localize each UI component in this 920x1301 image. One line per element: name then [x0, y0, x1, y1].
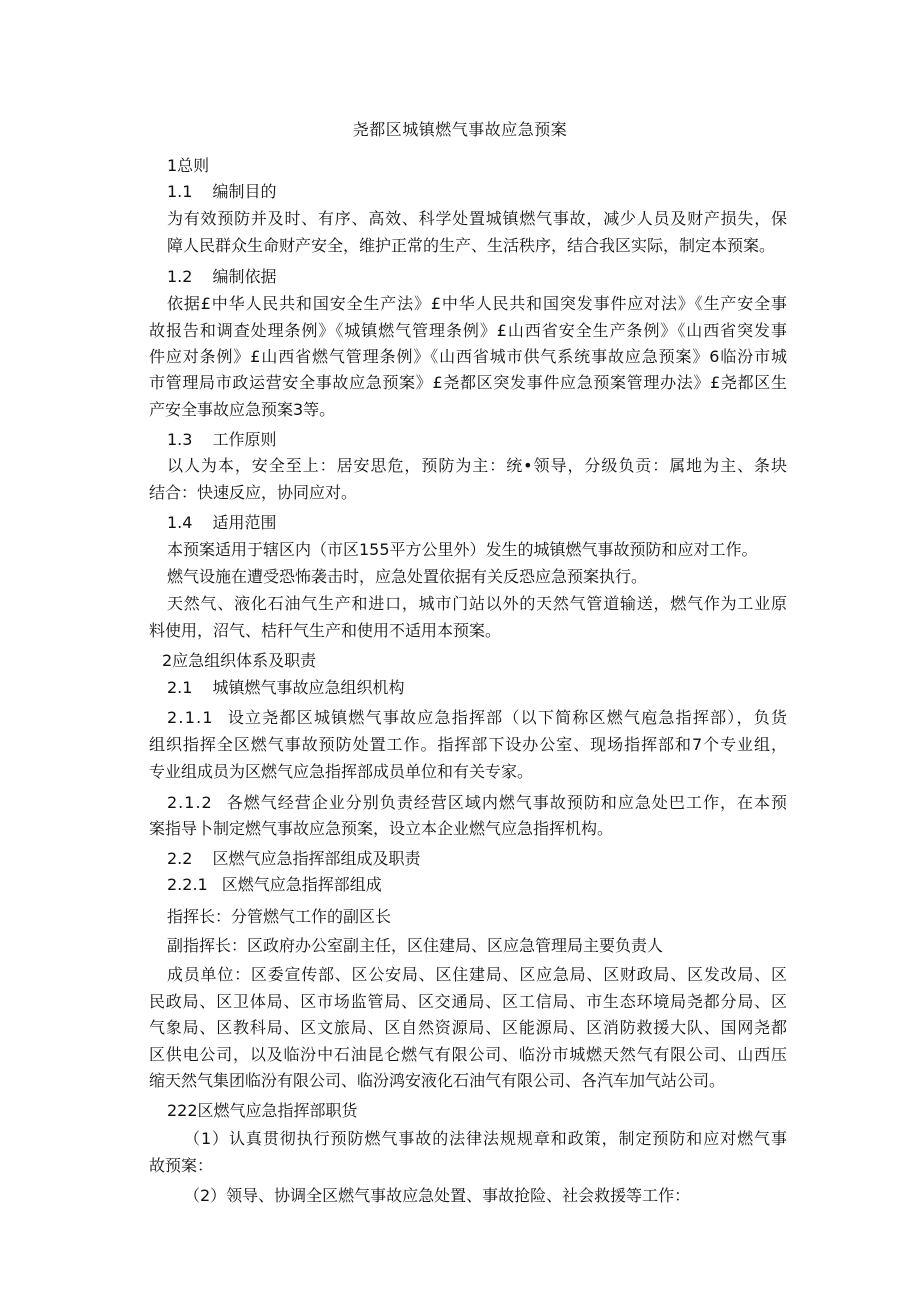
section-heading: 工作原则: [212, 430, 277, 449]
text-line: [162, 648, 316, 674]
paragraph-text: 结合：快速反应，协同应对。: [149, 483, 358, 502]
text-line: [149, 370, 788, 396]
paragraph-text: 专业组成员为区燃气应急指挥部成员单位和有关专家。: [149, 762, 534, 781]
text-line: [167, 675, 404, 701]
text-line: [149, 1042, 788, 1068]
text-line: [167, 179, 276, 205]
text-line: [167, 453, 788, 479]
section-heading: 编制目的: [212, 182, 277, 201]
text-line: [149, 1068, 725, 1094]
paragraph-text: 成员单位：区委宣传部、区公安局、区住建局、区应急局、区财政局、区发改局、区: [167, 965, 788, 984]
paragraph-text: 依据£中华人民共和国安全生产法》£中华人民共和国突发事件应对法》《生产安全事: [167, 294, 788, 313]
section-number: 2.1: [167, 678, 193, 697]
paragraph-text: （1）认真贯彻执行预防燃气事故的法律法规规章和政策，制定预防和应对燃气事: [184, 1129, 788, 1148]
text-line: [167, 872, 382, 898]
paragraph-text: 副指挥长：区政府办公室副主任，区住建局、区应急管理局主要负责人: [167, 936, 664, 955]
section-number: 2.2: [167, 849, 193, 868]
paragraph-text: 222区燃气应急指挥部职货: [167, 1101, 358, 1120]
text-line: [167, 427, 276, 453]
text-line: [167, 264, 276, 290]
text-line: [184, 1183, 690, 1209]
text-line: [167, 846, 420, 872]
text-line: [167, 591, 788, 617]
paragraph-text: 组织指挥全区燃气事故预防处置工作。指挥部下设办公室、现场指挥部和7个专业组，: [149, 735, 788, 754]
text-line: [149, 759, 533, 785]
text-line: [167, 291, 788, 317]
text-line: [167, 537, 758, 563]
text-line: [167, 564, 647, 590]
paragraph-text: 案指导卜制定燃气事故应急预案，设立本企业燃气应急指挥机构。: [149, 819, 614, 838]
paragraph-text: 市管理局市政运营安全事故应急预案》£尧都区突发事件应急预案管理办法》£尧都区生: [149, 373, 788, 392]
section-number: 1.4: [167, 513, 193, 532]
paragraph-text: 区供电公司，以及临汾中石油昆仑燃气有限公司、临汾市城燃天然气有限公司、山西压: [149, 1045, 788, 1064]
paragraph-text: 气象局、区教科局、区文旅局、区自然资源局、区能源局、区消防救援大队、国网尧都: [149, 1018, 788, 1037]
paragraph-text: 天然气、液化石油气生产和进口，城市门站以外的天然气管道输送，燃气作为工业原: [167, 594, 788, 613]
paragraph-text: 本预案适用于辖区内（市区155平方公里外）发生的城镇燃气事故预防和应对工作。: [167, 540, 758, 559]
text-line: [167, 790, 788, 816]
text-line: [149, 397, 335, 423]
section-heading: 适用范围: [212, 513, 277, 532]
section-heading: 各燃气经营企业分别负责经营区域内燃气事故预防和应急处巴工作，在本预: [226, 793, 788, 812]
text-line: [167, 1098, 358, 1124]
section-number: 2.1.2: [167, 793, 213, 812]
section-number: 1.3: [167, 430, 193, 449]
paragraph-text: 2应急组织体系及职责: [162, 651, 317, 670]
paragraph-text: 故报告和调查处理条例》《城镇燃气管理条例》£山西省安全生产条例》《山西省突发事: [149, 321, 788, 340]
paragraph-text: 以人为本，安全至上：居安思危，预防为主：统•领导，分级负贡：属地为主、条块: [167, 456, 788, 475]
text-line: [149, 816, 613, 842]
paragraph-text: 为有效预防并及时、有序、高效、科学处置城镇燃气事故，减少人员及财产损失，保: [167, 209, 788, 228]
paragraph-text: 件应对条例》£山西省燃气管理条例》《山西省城市供气系统事故应急预案》6临汾市城: [149, 347, 788, 366]
text-line: [167, 962, 788, 988]
paragraph-text: 料使用，沼气、桔秆气生产和使用不适用本预案。: [149, 621, 502, 640]
text-line: [149, 732, 788, 758]
text-line: [149, 989, 788, 1015]
paragraph-text: （2）领导、协调全区燃气事故应急处置、事故抢险、社会救援等工作：: [184, 1186, 691, 1205]
text-line: [184, 1126, 788, 1152]
text-line: [167, 510, 276, 536]
paragraph-text: 燃气设施在遭受恐怖袭击时，应急处置依据有关反恐应急预案执行。: [167, 567, 648, 586]
section-heading: 设立尧都区城镇燃气事故应急指挥部（以下简称区燃气庖急指挥部），负货: [227, 708, 789, 727]
text-line: [149, 480, 357, 506]
section-number: 2.1.1: [167, 708, 214, 727]
paragraph-text: 产安全事故应急预案3等。: [149, 400, 336, 419]
section-number: 2.2.1: [167, 875, 208, 894]
text-line: [149, 318, 788, 344]
text-line: [149, 344, 788, 370]
paragraph-text: 故预案：: [149, 1156, 214, 1175]
text-line: [167, 933, 663, 959]
text-line: [149, 1015, 788, 1041]
text-line: [149, 1153, 213, 1179]
section-heading: 编制依据: [212, 267, 277, 286]
section-heading: 区燃气应急指挥部组成: [221, 875, 382, 894]
paragraph-text: 民政局、区卫体局、区市场监管局、区交通局、区工信局、市生态环境局尧都分局、区: [149, 992, 788, 1011]
paragraph-text: 障人民群众生命财产安全，维护正常的生产、生活秩序，结合我区实际，制定本预案。: [167, 236, 776, 255]
text-line: [167, 206, 788, 232]
section-number: 1.2: [167, 267, 193, 286]
section-heading: 区燃气应急指挥部组成及职责: [212, 849, 421, 868]
paragraph-text: 缩天然气集团临汾有限公司、临汾鸿安液化石油气有限公司、各汽车加气站公司。: [149, 1071, 726, 1090]
text-line: [167, 153, 209, 179]
text-line: [149, 618, 501, 644]
paragraph-text: 指挥长：分管燃气工作的副区长: [167, 907, 392, 926]
paragraph-text: 1总则: [167, 156, 210, 175]
section-number: 1.1: [167, 182, 193, 201]
section-heading: 城镇燃气事故应急组织机构: [212, 678, 405, 697]
text-line: [167, 904, 391, 930]
document-title: 尧都区城镇燃气事故应急预案: [352, 120, 568, 139]
text-line: [167, 705, 788, 731]
text-line: [167, 233, 775, 259]
